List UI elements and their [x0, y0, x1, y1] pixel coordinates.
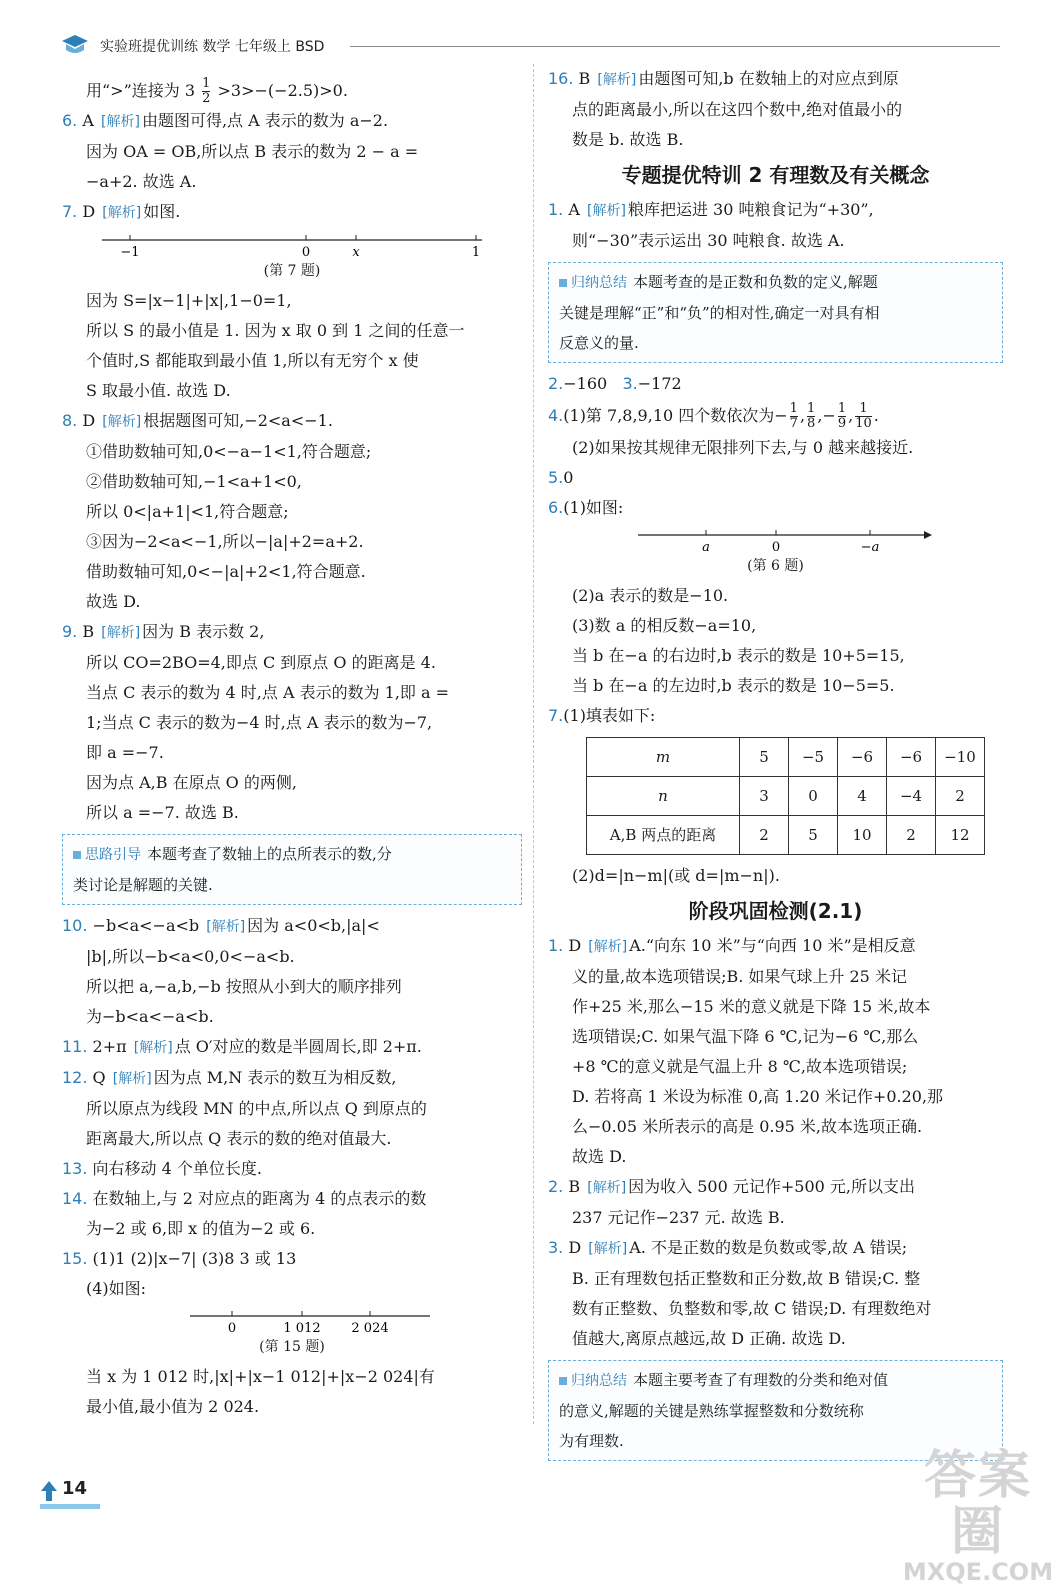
text: A.“向东 10 米”与“向西 10 米”是相反意	[629, 936, 916, 955]
answer-12	[62, 1063, 522, 1154]
section-title: 专题提优特训 2 有理数及有关概念	[621, 163, 930, 187]
answer-8	[62, 406, 522, 617]
answer-choice: −b<a<−a<b	[92, 916, 200, 935]
table-cell: 5	[789, 816, 838, 855]
table-cell: −6	[887, 738, 936, 777]
answer-number: 2.	[548, 374, 564, 393]
text: 点的距离最小,所以在这四个数中,绝对值最小的	[572, 100, 903, 119]
fraction: $\frac{1}{10}$	[855, 401, 872, 431]
table-cell: −5	[789, 738, 838, 777]
note-text: 为有理数.	[559, 1432, 624, 1450]
answer-number: 4.	[548, 406, 564, 425]
table-cell: 2	[936, 777, 985, 816]
text: 由题图可知,b 在数轴上的对应点到原	[638, 69, 899, 88]
text: (2)d=|n−m|(或 d=|m−n|).	[572, 866, 780, 885]
text: −160	[563, 374, 608, 393]
text: 最小值,最小值为 2 024.	[86, 1397, 260, 1416]
text: 因为 OA = OB,所以点 B 表示的数为 2 − a =	[86, 142, 419, 161]
note-box-summary	[548, 262, 1003, 363]
answer-11	[62, 1032, 522, 1063]
frac-den: 2	[202, 91, 211, 106]
text: 因为 a<0<b,|a|<	[247, 916, 380, 935]
answer-r1	[548, 195, 1003, 256]
fraction: $\frac{1}{7}$	[789, 401, 798, 431]
text: 故选 D.	[86, 592, 141, 611]
answer-choice: D	[82, 202, 96, 221]
page-footer	[40, 1478, 100, 1508]
row-header: n	[587, 777, 740, 816]
text: 所以原点为线段 MN 的中点,所以点 Q 到原点的	[86, 1099, 427, 1118]
text: −172	[637, 374, 682, 393]
analysis-tag: [解析]	[101, 114, 140, 130]
answer-r4: 4.(1)第 7,8,9,10 四个数依次为− $\frac{1}{7}$ , $\frac{1}{8}$ ,− $\frac{1}{9}$ , $\frac{1}{10}$ . (2)如果按其规律无限排列下去,与 0 越来越接近.	[548, 399, 1003, 463]
answer-number: 8.	[62, 411, 78, 430]
fraction: $\frac{1}{8}$	[807, 401, 816, 431]
number-line-figure-6	[548, 527, 1003, 577]
table-row	[587, 816, 985, 855]
text: >3>−(−2.5)>0.	[217, 81, 348, 100]
analysis-tag: [解析]	[102, 414, 142, 430]
answer-r6	[548, 493, 1003, 701]
table-cell: −6	[838, 738, 887, 777]
header-rule	[350, 46, 1000, 47]
answer-number: 13.	[62, 1159, 88, 1178]
answer-16	[548, 64, 1003, 155]
figure-caption: (第 7 题)	[263, 263, 321, 279]
text: 因为点 M,N 表示的数互为相反数,	[153, 1068, 397, 1087]
text: 所以 CO=2BO=4,即点 C 到原点 O 的距离是 4.	[86, 653, 436, 672]
answer-number: 9.	[62, 622, 78, 641]
text: (1)如图:	[563, 498, 624, 517]
text: (2)如果按其规律无限排列下去,与 0 越来越接近.	[572, 438, 914, 457]
note-text: 本题考查的是正数和负数的定义,解题	[633, 273, 878, 291]
text: 作+25 米,那么−15 米的意义就是下降 15 米,故本	[572, 997, 931, 1016]
footer-bar	[40, 1504, 100, 1509]
analysis-tag: [解析]	[588, 939, 628, 955]
table-cell: −4	[887, 777, 936, 816]
answer-number: 7.	[548, 706, 564, 725]
note-icon	[559, 279, 567, 287]
note-text: 的意义,解题的关键是熟练掌握整数和分数统称	[559, 1402, 864, 1420]
text: 为−b<a<−a<b.	[86, 1007, 214, 1026]
answer-choice: D	[82, 411, 96, 430]
sign: −	[822, 406, 836, 425]
text: 用“>”连接为 3	[86, 81, 196, 100]
answer-choice: A	[568, 200, 580, 219]
answer-choice: B	[568, 1177, 581, 1196]
analysis-tag: [解析]	[588, 1241, 628, 1257]
text: D. 若将高 1 米设为标准 0,高 1.20 米记作+0.20,那	[572, 1087, 944, 1106]
analysis-tag: [解析]	[206, 919, 246, 935]
number-line-figure-15	[62, 1308, 522, 1358]
answer-number: 10.	[62, 916, 88, 935]
text: 当 b 在−a 的左边时,b 表示的数是 10−5=5.	[572, 676, 895, 695]
analysis-tag: [解析]	[102, 205, 142, 221]
book-logo-icon	[60, 32, 90, 58]
answer-10	[62, 911, 522, 1032]
row-header: m	[587, 738, 740, 777]
watermark-url: MXQE.COM	[902, 1558, 1054, 1586]
table-cell: 12	[936, 816, 985, 855]
table-row	[587, 777, 985, 816]
tick-label: 0	[227, 1321, 237, 1336]
text: 237 元记作−237 元. 故选 B.	[572, 1208, 785, 1227]
answer-choice: A	[82, 111, 94, 130]
table-cell: 5	[740, 738, 789, 777]
answer-15	[62, 1244, 522, 1422]
note-heading: 归纳总结	[571, 275, 627, 291]
text: |b|,所以−b<a<0,0<−a<b.	[86, 947, 295, 966]
text: 因为点 A,B 在原点 O 的两侧,	[86, 773, 297, 792]
text: (2)a 表示的数是−10.	[572, 586, 729, 605]
answer-number: 5.	[548, 468, 564, 487]
text: 值越大,离原点越远,故 D 正确. 故选 D.	[572, 1329, 846, 1348]
answer-choice: D	[568, 1238, 582, 1257]
page-header	[60, 30, 1000, 60]
note-text: 类讨论是解题的关键.	[73, 876, 213, 894]
text: 数是 b. 故选 B.	[572, 130, 684, 149]
answer-number: 1.	[548, 936, 564, 955]
text: (1)1 (2)|x−7| (3)8 3 或 13	[92, 1249, 297, 1268]
text: −a+2. 故选 A.	[86, 172, 197, 191]
text: +8 ℃的意义就是气温上升 8 ℃,故本选项错误;	[572, 1057, 908, 1076]
tick-label: 1 012	[283, 1321, 321, 1336]
analysis-tag: [解析]	[101, 625, 141, 641]
fraction	[202, 77, 210, 106]
text: 个值时,S 都能取到最小值 1,所以有无穷个 x 使	[86, 351, 419, 370]
note-box-thinking-guide	[62, 834, 522, 905]
table-cell: 3	[740, 777, 789, 816]
text: B. 正有理数包括正整数和正分数,故 B 错误;C. 整	[572, 1269, 921, 1288]
note-heading: 归纳总结	[571, 1373, 627, 1389]
text: 如图.	[143, 202, 181, 221]
text: (4)如图:	[86, 1279, 147, 1298]
text: ①借助数轴可知,0<−a−1<1,符合题意;	[86, 442, 372, 461]
fraction: $\frac{1}{9}$	[837, 401, 847, 431]
text: ②借助数轴可知,−1<a+1<0,	[86, 472, 302, 491]
text: 点 O′对应的数是半圆周长,即 2+π.	[174, 1037, 422, 1056]
text: 所以把 a,−a,b,−b 按照从小到大的顺序排列	[86, 977, 402, 996]
note-text: 反意义的量.	[559, 334, 639, 352]
note-text: 本题主要考查了有理数的分类和绝对值	[633, 1371, 889, 1389]
answer-number: 7.	[62, 202, 78, 221]
table-cell: 4	[838, 777, 887, 816]
text: ③因为−2<a<−1,所以−|a|+2=a+2.	[86, 532, 364, 551]
answer-number: 11.	[62, 1037, 88, 1056]
answer-choice: B	[82, 622, 95, 641]
answer-6	[62, 106, 522, 197]
text: 为−2 或 6,即 x 的值为−2 或 6.	[86, 1219, 316, 1238]
answer-choice: D	[568, 936, 582, 955]
answer-14	[62, 1184, 522, 1244]
text: (1)填表如下:	[563, 706, 656, 725]
text: 粮库把运进 30 吨粮食记为“+30”,	[627, 200, 874, 219]
tick-label: a	[702, 540, 710, 555]
book-title: 实验班提优训练 数学 七年级上 BSD	[100, 39, 325, 55]
answer-9	[62, 617, 522, 828]
up-arrow-icon	[40, 1480, 58, 1502]
analysis-tag: [解析]	[133, 1040, 173, 1056]
analysis-tag: [解析]	[112, 1071, 152, 1087]
table-cell: 10	[838, 816, 887, 855]
table-cell: −10	[936, 738, 985, 777]
text: 因为收入 500 元记作+500 元,所以支出	[628, 1177, 915, 1196]
text: (3)数 a 的相反数−a=10,	[572, 616, 757, 635]
answer-r7	[548, 701, 1003, 891]
watermark	[900, 1448, 1056, 1584]
answer-number: 6.	[548, 498, 564, 517]
text: 当点 C 表示的数为 4 时,点 A 表示的数为 1,即 a =	[86, 683, 450, 702]
note-heading: 思路引导	[85, 847, 141, 863]
answer-number: 3.	[622, 374, 638, 393]
answer-number: 16.	[548, 69, 574, 88]
answer-s1	[548, 931, 1003, 1172]
number-line	[62, 1308, 502, 1336]
answer-number: 14.	[62, 1189, 88, 1208]
answer-7	[62, 197, 522, 406]
text: 根据题图可知,−2<a<−1.	[143, 411, 333, 430]
text: S 取最小值. 故选 D.	[86, 381, 231, 400]
number-line	[548, 527, 988, 555]
text: 么−0.05 米所表示的高是 0.95 米,故本选项正确.	[572, 1117, 923, 1136]
answer-choice: 2+π	[92, 1037, 127, 1056]
number-line-figure-7	[62, 232, 522, 282]
note-text: 本题考查了数轴上的点所表示的数,分	[147, 845, 392, 863]
analysis-tag: [解析]	[597, 72, 637, 88]
text: 选项错误;C. 如果气温下降 6 ℃,记为−6 ℃,那么	[572, 1027, 919, 1046]
answer-13	[62, 1154, 522, 1184]
table-cell: 2	[887, 816, 936, 855]
watermark-text: 答案圈	[923, 1446, 1032, 1562]
answer-s3	[548, 1233, 1003, 1354]
text: 即 a =−7.	[86, 743, 164, 762]
text: 所以 a =−7. 故选 B.	[86, 803, 239, 822]
page-number: 14	[62, 1478, 88, 1499]
answer-number: 15.	[62, 1249, 88, 1268]
column-divider	[533, 64, 534, 1424]
tick-label: 0	[301, 245, 311, 260]
text: 距离最大,所以点 Q 表示的数的绝对值最大.	[86, 1129, 392, 1148]
figure-caption: (第 15 题)	[259, 1339, 325, 1355]
sign: −	[774, 406, 788, 425]
text: A. 不是正数的数是负数或零,故 A 错误;	[629, 1238, 908, 1257]
answer-s2	[548, 1172, 1003, 1233]
text: 当 x 为 1 012 时,|x|+|x−1 012|+|x−2 024|有	[86, 1367, 435, 1386]
answer-number: 6.	[62, 111, 78, 130]
text: 则“−30”表示运出 30 吨粮食. 故选 A.	[572, 231, 845, 250]
text: 1;当点 C 表示的数为−4 时,点 A 表示的数为−7,	[86, 713, 433, 732]
note-icon	[73, 851, 81, 859]
analysis-tag: [解析]	[587, 1180, 627, 1196]
note-icon	[559, 1377, 567, 1385]
table-cell: 2	[740, 816, 789, 855]
frac-num: 1	[202, 76, 211, 91]
text: 因为 S=|x−1|+|x|,1−0=1,	[86, 291, 292, 310]
fill-table	[586, 737, 985, 855]
text: 因为 B 表示数 2,	[142, 622, 265, 641]
text: 0	[563, 468, 574, 487]
text: 义的量,故本选项错误;B. 如果气球上升 25 米记	[572, 967, 907, 986]
tick-label: 0	[771, 540, 781, 555]
answer-number: 1.	[548, 200, 564, 219]
text: 所以 0<|a+1|<1,符合题意;	[86, 502, 289, 521]
answer-r2-r3	[548, 369, 1003, 399]
answer-number: 3.	[548, 1238, 564, 1257]
text: 在数轴上,与 2 对应点的距离为 4 的点表示的数	[92, 1189, 427, 1208]
tick-label: −a	[860, 540, 880, 555]
text: 故选 D.	[572, 1147, 627, 1166]
text: 借助数轴可知,0<−|a|+2<1,符合题意.	[86, 562, 366, 581]
analysis-tag: [解析]	[587, 203, 626, 219]
row-header: A,B 两点的距离	[587, 816, 740, 855]
text: (1)第 7,8,9,10 四个数依次为	[563, 406, 775, 425]
figure-caption: (第 6 题)	[747, 558, 804, 574]
table-cell: 0	[789, 777, 838, 816]
number-line	[62, 232, 502, 260]
tick-label: −1	[120, 245, 140, 260]
text: 所以 S 的最小值是 1. 因为 x 取 0 到 1 之间的任意一	[86, 321, 465, 340]
note-text: 关键是理解“正”和“负”的相对性,确定一对具有相	[559, 304, 880, 322]
tick-label: x	[352, 245, 360, 260]
text: 当 b 在−a 的右边时,b 表示的数是 10+5=15,	[572, 646, 905, 665]
text: 由题图可得,点 A 表示的数为 a−2.	[141, 111, 389, 130]
answer-line	[62, 76, 522, 106]
right-column	[548, 64, 1003, 1467]
answer-number: 12.	[62, 1068, 88, 1087]
answer-choice: B	[578, 69, 591, 88]
answer-choice: Q	[92, 1068, 106, 1087]
text: 数有正整数、负整数和零,故 C 错误;D. 有理数绝对	[572, 1299, 932, 1318]
left-column	[62, 76, 522, 1422]
section-title: 阶段巩固检测(2.1)	[688, 899, 863, 923]
text: 向右移动 4 个单位长度.	[92, 1159, 262, 1178]
answer-number: 2.	[548, 1177, 564, 1196]
tick-label: 2 024	[351, 1321, 389, 1336]
tick-label: 1	[471, 245, 481, 260]
table-row	[587, 738, 985, 777]
answer-r5	[548, 463, 1003, 493]
